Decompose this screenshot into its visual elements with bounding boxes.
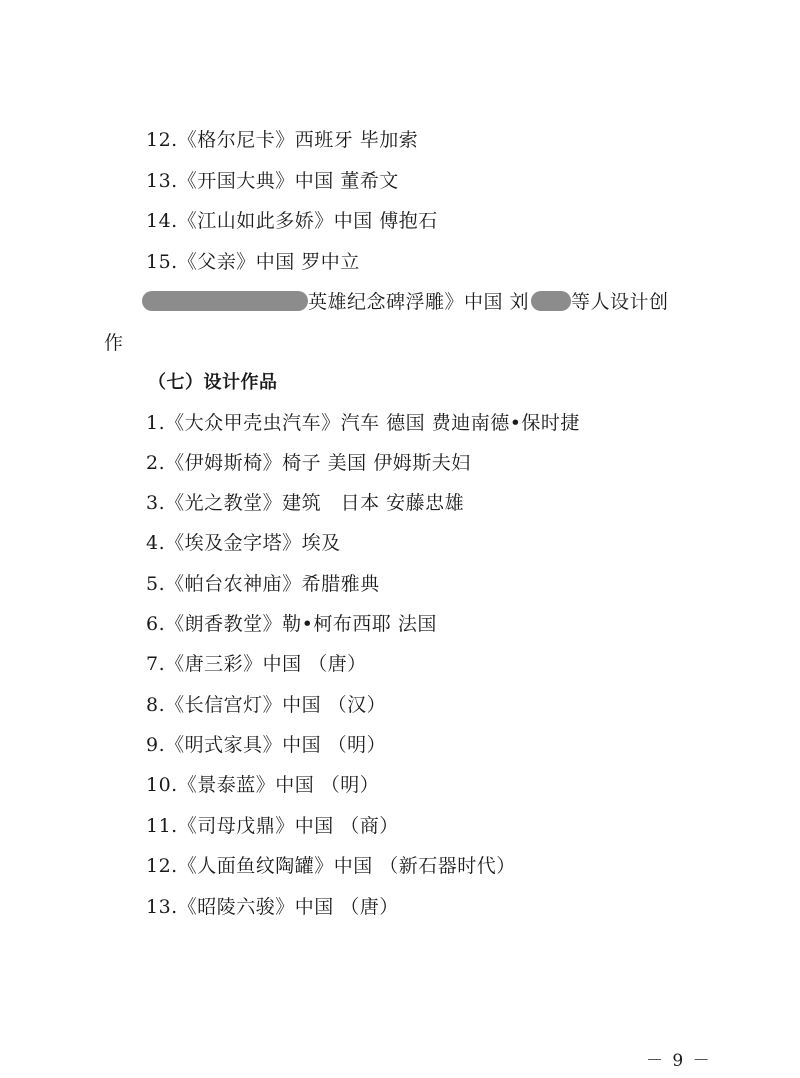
list-item-text: 英雄纪念碑浮雕》中国 刘	[308, 291, 530, 313]
list-item: 9.《明式家具》中国 （明）	[146, 734, 387, 756]
list-item: 14.《江山如此多娇》中国 傅抱石	[146, 210, 438, 232]
list-item: 5.《帕台农神庙》希腊雅典	[146, 573, 380, 595]
list-item-redacted	[142, 290, 669, 314]
list-item-wrap: 作	[104, 332, 124, 354]
list-item: 4.《埃及金字塔》埃及	[146, 532, 341, 554]
list-item: 13.《开国大典》中国 董希文	[146, 170, 399, 192]
list-item: 8.《长信宫灯》中国 （汉）	[146, 694, 387, 716]
page-number: － 9 －	[646, 1051, 712, 1071]
list-item: 6.《朗香教堂》勒•柯布西耶 法国	[146, 613, 437, 635]
list-item: 12.《人面鱼纹陶罐》中国 （新石器时代）	[146, 855, 516, 877]
list-item: 10.《景泰蓝》中国 （明）	[146, 774, 380, 796]
list-item: 7.《唐三彩》中国 （唐）	[146, 653, 367, 675]
redaction-mark	[142, 291, 308, 311]
list-item: 3.《光之教堂》建筑 日本 安藤忠雄	[146, 492, 465, 514]
redaction-mark	[531, 291, 571, 311]
list-item: 13.《昭陵六骏》中国 （唐）	[146, 896, 399, 918]
list-item: 12.《格尔尼卡》西班牙 毕加索	[146, 129, 419, 151]
list-item: 15.《父亲》中国 罗中立	[146, 251, 360, 273]
list-item: 11.《司母戊鼎》中国 （商）	[146, 815, 399, 837]
list-item: 1.《大众甲壳虫汽车》汽车 德国 费迪南德•保时捷	[146, 412, 580, 434]
list-item-text: 等人设计创	[571, 291, 669, 313]
list-item: 2.《伊姆斯椅》椅子 美国 伊姆斯夫妇	[146, 452, 471, 474]
section-heading: （七）设计作品	[148, 372, 278, 393]
